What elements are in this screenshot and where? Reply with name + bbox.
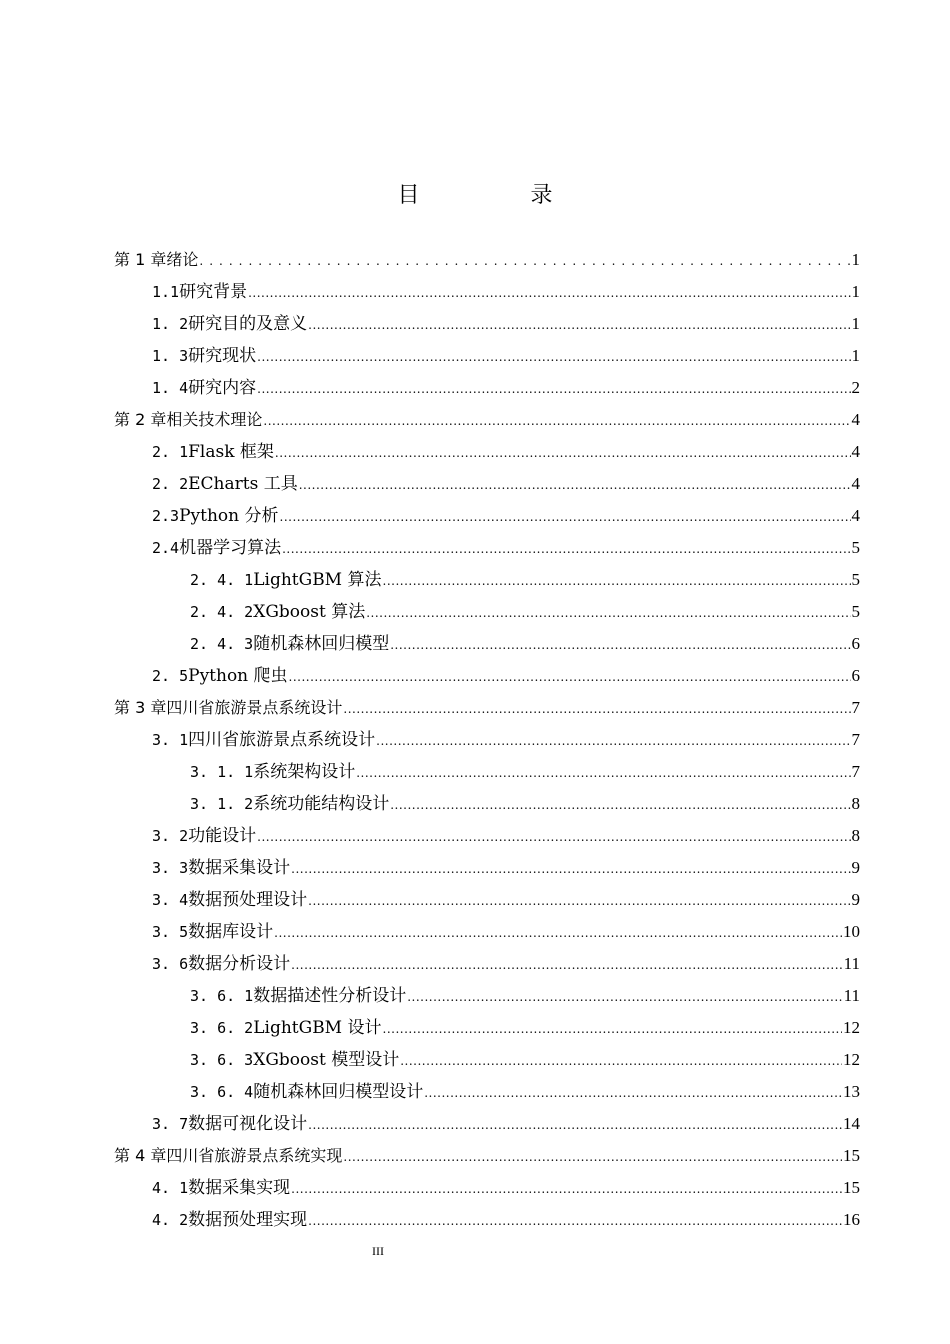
toc-entry-page: 14 <box>843 1114 860 1133</box>
toc-entry[interactable] <box>114 948 860 980</box>
toc-dot-leader <box>407 981 842 1013</box>
toc-entry-number: 3. 1. 2 <box>190 795 254 813</box>
toc-entry-title: 数据预处理实现 <box>188 1210 308 1230</box>
toc-dot-leader <box>424 1077 842 1109</box>
table-of-contents <box>114 244 860 1236</box>
toc-entry[interactable] <box>114 500 860 532</box>
toc-dot-leader <box>257 341 850 373</box>
toc-entry[interactable] <box>114 1172 860 1204</box>
toc-entry-page: 5 <box>851 602 860 621</box>
toc-entry-page: 8 <box>851 794 860 813</box>
toc-entry-page: 4 <box>851 442 860 461</box>
toc-dot-leader <box>383 565 851 597</box>
toc-entry-page: 11 <box>843 954 860 973</box>
toc-dot-leader <box>257 821 850 853</box>
toc-entry-number: 1. 3 <box>152 347 189 365</box>
toc-entry[interactable] <box>114 1140 860 1172</box>
toc-entry-title: ECharts 工具 <box>188 474 298 494</box>
toc-entry-page: 7 <box>851 698 860 717</box>
toc-dot-leader <box>400 1045 842 1077</box>
toc-dot-leader <box>274 917 842 949</box>
toc-entry-page: 13 <box>843 1082 860 1101</box>
toc-entry-title: 研究现状 <box>188 346 257 366</box>
toc-entry-page: 4 <box>851 506 860 525</box>
toc-entry[interactable] <box>114 532 860 564</box>
toc-entry[interactable] <box>114 724 860 756</box>
toc-dot-leader <box>390 629 850 661</box>
toc-entry-number: 2. 4. 1 <box>190 571 254 589</box>
toc-entry-title: XGboost 算法 <box>253 602 366 622</box>
toc-entry-page: 6 <box>851 666 860 685</box>
toc-entry[interactable] <box>114 980 860 1012</box>
toc-entry[interactable] <box>114 884 860 916</box>
toc-entry-page: 4 <box>851 474 860 493</box>
toc-entry-number: 2.4 <box>152 539 180 557</box>
toc-dot-leader <box>263 405 850 437</box>
toc-dot-leader <box>248 277 850 309</box>
toc-entry-title: 四川省旅游景点系统设计 <box>188 730 376 750</box>
toc-entry-number: 2. 5 <box>152 667 189 685</box>
toc-dot-leader <box>291 853 850 885</box>
toc-entry-title: 随机森林回归模型 <box>253 634 390 654</box>
toc-entry-title: 研究背景 <box>179 282 248 302</box>
toc-dot-leader <box>308 309 850 341</box>
toc-dot-leader <box>390 789 850 821</box>
toc-entry-page: 2 <box>851 378 860 397</box>
toc-entry-title: 数据库设计 <box>188 922 274 942</box>
toc-entry-page: 7 <box>851 730 860 749</box>
toc-entry-title: 四川省旅游景点系统实现 <box>166 1146 343 1165</box>
toc-entry[interactable] <box>114 628 860 660</box>
toc-entry-number: 3. 6. 2 <box>190 1019 254 1037</box>
toc-entry-number: 第 4 章 <box>114 1146 167 1165</box>
toc-entry[interactable] <box>114 372 860 404</box>
toc-entry-title: 数据预处理设计 <box>188 890 308 910</box>
toc-entry-page: 4 <box>851 410 860 429</box>
toc-entry-page: 12 <box>843 1018 860 1037</box>
toc-entry-page: 15 <box>843 1178 860 1197</box>
toc-entry-title: Python 爬虫 <box>188 666 288 686</box>
toc-dot-leader <box>282 533 850 565</box>
toc-entry-number: 1. 4 <box>152 379 189 397</box>
toc-dot-leader <box>376 725 850 757</box>
toc-entry-page: 1 <box>851 250 860 269</box>
toc-entry-number: 1.1 <box>152 283 180 301</box>
toc-entry-number: 2. 2 <box>152 475 189 493</box>
toc-entry-title: 研究内容 <box>188 378 257 398</box>
toc-entry-title: LightGBM 设计 <box>253 1018 382 1038</box>
toc-entry-number: 第 2 章 <box>114 410 167 429</box>
toc-dot-leader <box>308 1205 842 1237</box>
toc-entry-number: 2. 1 <box>152 443 189 461</box>
toc-entry-title: 系统架构设计 <box>253 762 356 782</box>
toc-entry-number: 3. 1. 1 <box>190 763 254 781</box>
toc-entry[interactable] <box>114 1108 860 1140</box>
toc-entry-number: 3. 6 <box>152 955 189 973</box>
toc-entry-title: 研究目的及意义 <box>188 314 308 334</box>
toc-entry-number: 2. 4. 3 <box>190 635 254 653</box>
toc-dot-leader <box>343 1141 842 1173</box>
toc-entry[interactable] <box>114 276 860 308</box>
toc-entry-number: 3. 7 <box>152 1115 189 1133</box>
toc-dot-leader <box>308 885 850 917</box>
toc-entry-number: 3. 5 <box>152 923 189 941</box>
toc-dot-leader <box>280 501 851 533</box>
toc-entry-number: 3. 2 <box>152 827 189 845</box>
toc-entry[interactable] <box>114 660 860 692</box>
toc-entry[interactable] <box>114 244 860 276</box>
toc-entry-number: 3. 6. 3 <box>190 1051 254 1069</box>
toc-entry-title: 功能设计 <box>188 826 257 846</box>
toc-entry-title: 数据采集设计 <box>188 858 291 878</box>
toc-entry-page: 12 <box>843 1050 860 1069</box>
toc-entry[interactable] <box>114 692 860 724</box>
toc-entry-title: LightGBM 算法 <box>253 570 382 590</box>
toc-entry-page: 5 <box>851 538 860 557</box>
toc-dot-leader <box>275 437 851 469</box>
toc-dot-leader <box>291 1173 842 1205</box>
toc-entry-number: 4. 2 <box>152 1211 189 1229</box>
toc-entry-page: 1 <box>851 282 860 301</box>
toc-entry[interactable] <box>114 596 860 628</box>
toc-entry-number: 3. 4 <box>152 891 189 909</box>
toc-entry-page: 16 <box>843 1210 860 1229</box>
toc-entry-title: 系统功能结构设计 <box>253 794 390 814</box>
toc-entry[interactable] <box>114 468 860 500</box>
toc-entry-title: 相关技术理论 <box>166 410 263 429</box>
toc-entry-title: 数据可视化设计 <box>188 1114 308 1134</box>
toc-entry-number: 1. 2 <box>152 315 189 333</box>
toc-entry[interactable] <box>114 564 860 596</box>
toc-entry-page: 9 <box>851 890 860 909</box>
page-title: 目 录 <box>397 183 605 208</box>
toc-entry-page: 11 <box>843 986 860 1005</box>
toc-entry[interactable] <box>114 916 860 948</box>
toc-entry-number: 3. 6. 1 <box>190 987 254 1005</box>
toc-dot-leader <box>383 1013 843 1045</box>
toc-entry-title: 绪论 <box>166 250 199 269</box>
toc-entry-number: 2. 4. 2 <box>190 603 254 621</box>
page-number: III <box>372 1244 384 1258</box>
toc-entry[interactable] <box>114 1012 860 1044</box>
toc-entry-title: 随机森林回归模型设计 <box>253 1082 424 1102</box>
toc-entry[interactable] <box>114 340 860 372</box>
toc-dot-leader <box>257 373 850 405</box>
toc-entry-title: 四川省旅游景点系统设计 <box>166 698 343 717</box>
toc-dot-leader <box>291 949 843 981</box>
toc-entry[interactable] <box>114 852 860 884</box>
toc-entry-number: 2.3 <box>152 507 180 525</box>
toc-entry-title: Python 分析 <box>179 506 279 526</box>
toc-entry[interactable] <box>114 1076 860 1108</box>
toc-dot-leader <box>289 661 851 693</box>
toc-dot-leader <box>343 693 850 725</box>
toc-entry-page: 1 <box>851 346 860 365</box>
toc-entry-page: 7 <box>851 762 860 781</box>
toc-entry-title: Flask 框架 <box>188 442 274 462</box>
toc-entry[interactable] <box>114 788 860 820</box>
toc-entry[interactable] <box>114 820 860 852</box>
toc-entry[interactable] <box>114 756 860 788</box>
toc-dot-leader <box>199 245 850 277</box>
toc-entry-number: 4. 1 <box>152 1179 189 1197</box>
toc-entry-title: XGboost 模型设计 <box>253 1050 400 1070</box>
toc-entry-page: 9 <box>851 858 860 877</box>
toc-dot-leader <box>366 597 850 629</box>
toc-entry-number: 第 3 章 <box>114 698 167 717</box>
toc-entry-page: 1 <box>851 314 860 333</box>
toc-entry-page: 6 <box>851 634 860 653</box>
toc-entry-page: 10 <box>843 922 860 941</box>
toc-entry[interactable] <box>114 404 860 436</box>
toc-entry-title: 数据采集实现 <box>188 1178 291 1198</box>
toc-entry-title: 机器学习算法 <box>179 538 282 558</box>
toc-entry-page: 5 <box>851 570 860 589</box>
toc-dot-leader <box>356 757 850 789</box>
toc-entry[interactable] <box>114 436 860 468</box>
toc-entry[interactable] <box>114 1204 860 1236</box>
toc-entry[interactable] <box>114 1044 860 1076</box>
toc-entry-number: 3. 6. 4 <box>190 1083 254 1101</box>
toc-entry-title: 数据分析设计 <box>188 954 291 974</box>
toc-entry[interactable] <box>114 308 860 340</box>
toc-dot-leader <box>299 469 851 501</box>
toc-entry-page: 15 <box>843 1146 860 1165</box>
toc-entry-number: 3. 3 <box>152 859 189 877</box>
toc-entry-title: 数据描述性分析设计 <box>253 986 407 1006</box>
toc-dot-leader <box>308 1109 842 1141</box>
toc-entry-number: 3. 1 <box>152 731 189 749</box>
toc-entry-number: 第 1 章 <box>114 250 167 269</box>
toc-entry-page: 8 <box>851 826 860 845</box>
